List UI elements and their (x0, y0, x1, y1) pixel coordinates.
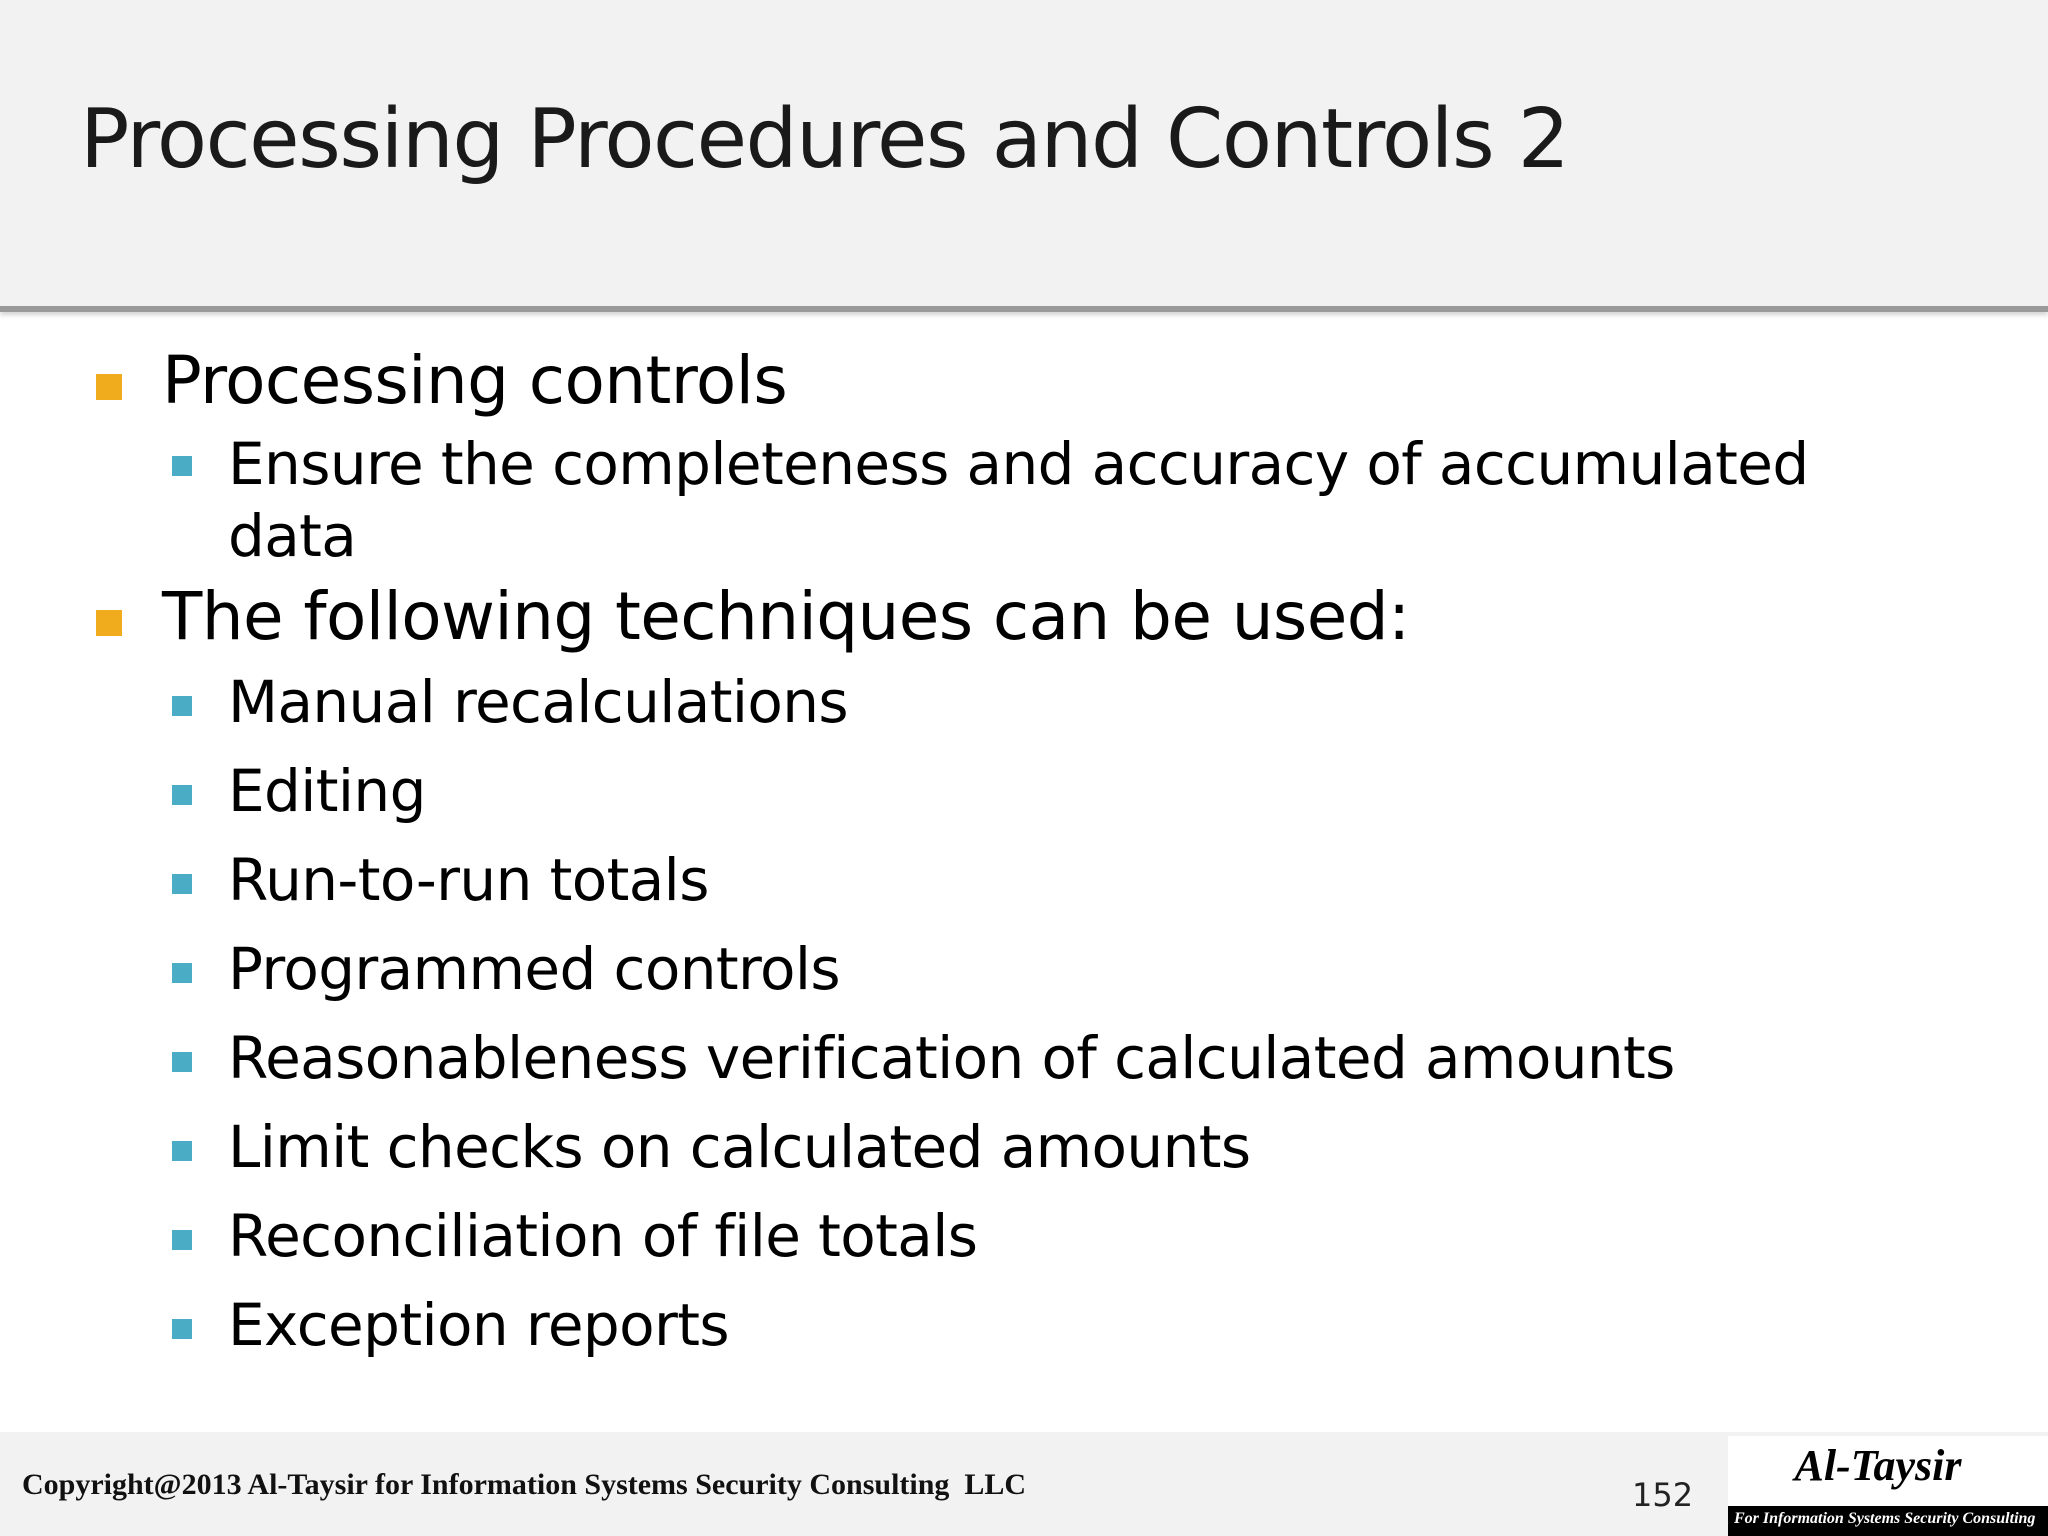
bullet-processing-controls (0, 340, 2048, 422)
company-logo (1728, 1436, 2048, 1536)
sub-bullet-group (0, 422, 2048, 576)
sub-bullet-text: Reconciliation of file totals (228, 1202, 978, 1270)
sub-bullet-item (0, 422, 1928, 576)
blue-square-bullet-icon (172, 1141, 192, 1161)
logo-tagline-bar (1728, 1506, 2048, 1536)
sub-bullet-item (0, 1014, 2048, 1103)
bullet-text: Processing controls (162, 342, 788, 419)
sub-bullet-text: Ensure the completeness and accuracy of accumulated data (228, 430, 1809, 570)
sub-bullet-text: Reasonableness verification of calculated amounts (228, 1024, 1675, 1092)
sub-bullet-text: Exception reports (228, 1291, 730, 1359)
sub-bullet-item (0, 747, 2048, 836)
sub-bullet-list (0, 422, 2048, 576)
sub-bullet-item (0, 1103, 2048, 1192)
bullet-text: The following techniques can be used: (162, 578, 1410, 655)
title-band (0, 0, 2048, 306)
orange-square-bullet-icon (96, 610, 122, 636)
sub-bullet-item (0, 1192, 2048, 1281)
blue-square-bullet-icon (172, 456, 192, 476)
sub-bullet-item (0, 1281, 2048, 1370)
sub-bullet-text: Programmed controls (228, 935, 841, 1003)
sub-bullet-text: Manual recalculations (228, 668, 849, 736)
bullet-list (0, 340, 2048, 1370)
logo-name: Al-Taysir (1794, 1441, 1962, 1490)
blue-square-bullet-icon (172, 696, 192, 716)
sub-bullet-text: Limit checks on calculated amounts (228, 1113, 1251, 1181)
sub-bullet-text: Editing (228, 757, 426, 825)
sub-bullet-item (0, 836, 2048, 925)
title-divider (0, 306, 2048, 312)
blue-square-bullet-icon (172, 963, 192, 983)
slide-number: 152 (1632, 1476, 1694, 1514)
slide-content (0, 340, 2048, 1370)
sub-bullet-item (0, 925, 2048, 1014)
blue-square-bullet-icon (172, 1052, 192, 1072)
blue-square-bullet-icon (172, 785, 192, 805)
sub-bullet-item (0, 658, 2048, 747)
sub-bullet-list (0, 658, 2048, 1370)
orange-square-bullet-icon (96, 374, 122, 400)
logo-tagline: For Information Systems Security Consulting (1734, 1510, 2036, 1527)
blue-square-bullet-icon (172, 874, 192, 894)
bullet-techniques (0, 576, 2048, 658)
sub-bullet-text: Run-to-run totals (228, 846, 709, 914)
blue-square-bullet-icon (172, 1319, 192, 1339)
blue-square-bullet-icon (172, 1230, 192, 1250)
sub-bullet-group (0, 658, 2048, 1370)
slide-title: Processing Procedures and Controls 2 (80, 92, 1569, 187)
copyright-text: Copyright@2013 Al-Taysir for Information Systems Security Consulting LLC (22, 1468, 1027, 1501)
